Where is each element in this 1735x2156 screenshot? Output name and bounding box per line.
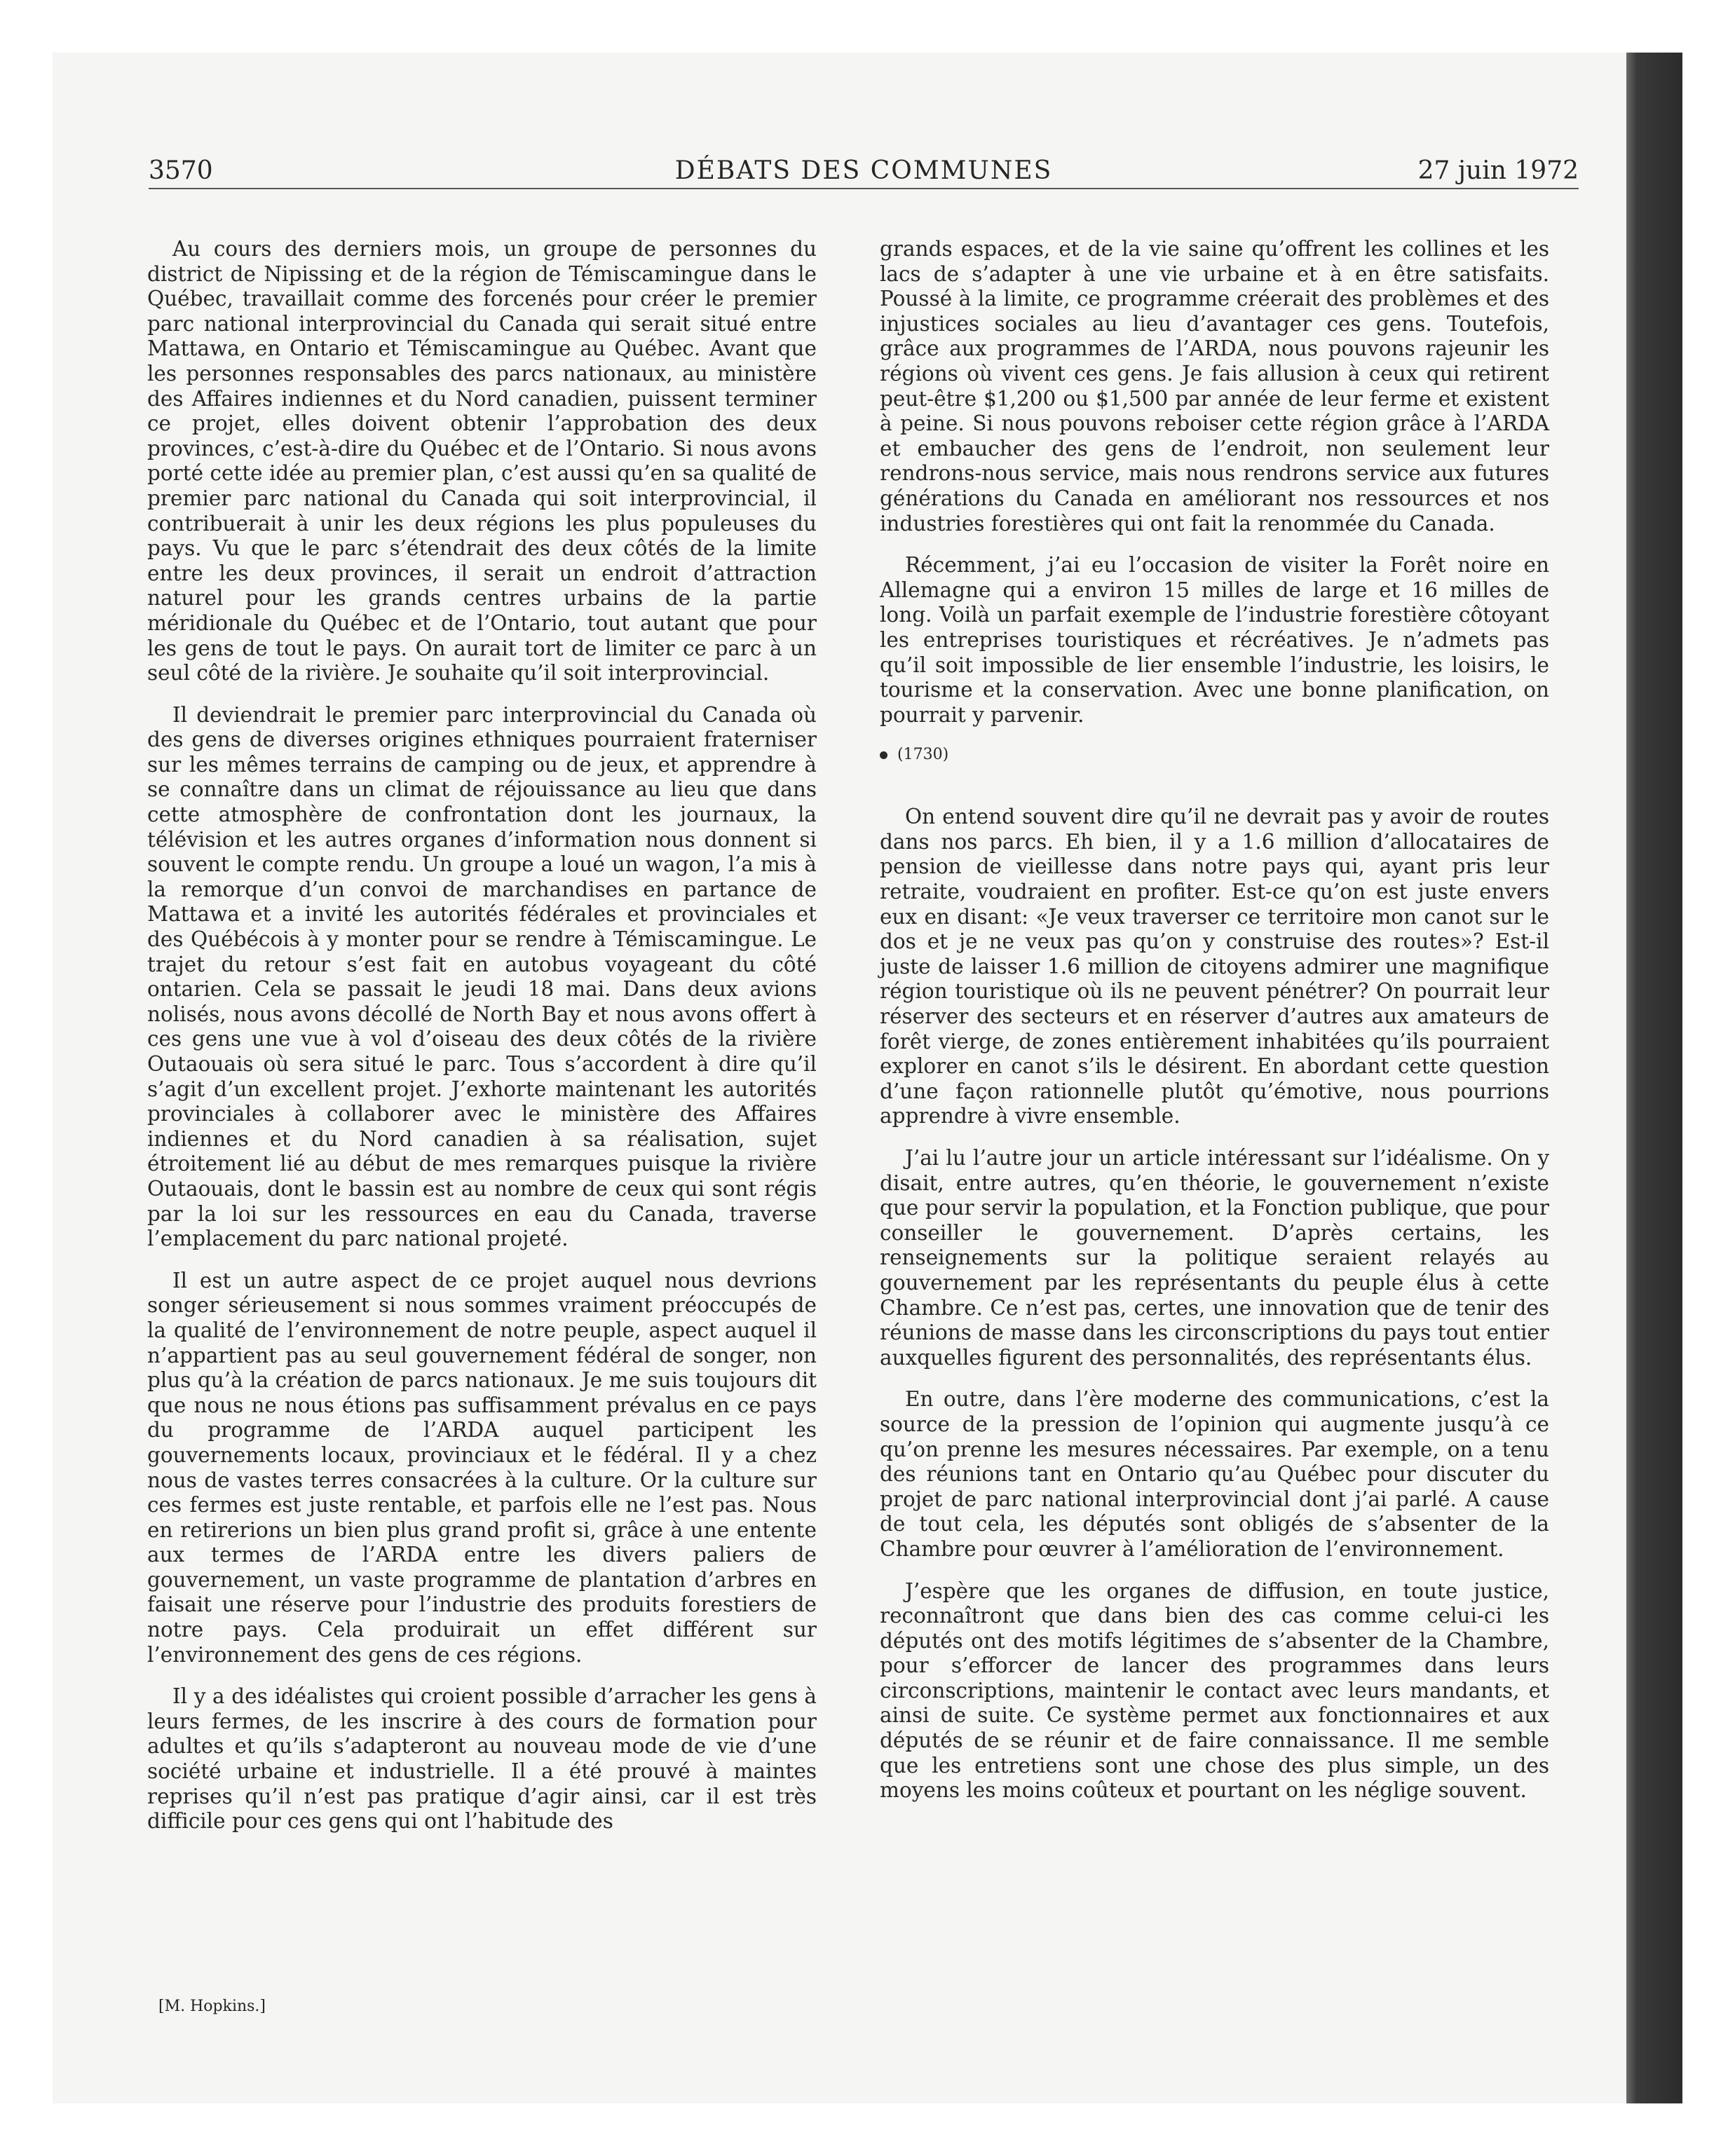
paragraph: Il est un autre aspect de ce projet auquel nous devrions songer sérieusement si nous sommes vraiment préoccupés de la qualité de l’environnement de notre peuple, aspect auquel il n’appartient pas au seul gouvernement fédéral de songer, non plus qu’à la création de parcs nationaux. Je me suis toujours dit que nous ne nous étions pas suffisamment prévalus en ce pays du programme de l’ARDA auquel participent les gouvernements locaux, provinciaux et le fédéral. Il y a chez nous de vastes terres consacrées à la culture. Or la culture sur ces fermes est juste rentable, et parfois elle ne l’est pas. Nous en retirerions un bien plus grand profit si, grâce à une entente aux termes de l’ARDA entre les divers paliers de gouvernement, un vaste programme de plantation d’arbres en faisait une réserve pour l’industrie des produits forestiers de notre pays. Cela produirait un effet différent sur l’environnement des gens de ces régions. (147, 1268, 817, 1667)
paragraph: Il y a des idéalistes qui croient possible d’arracher les gens à leurs fermes, de les inscrire à des cours de formation pour adultes et qu’ils s’adapteront au nouveau mode de vie d’une société urbaine et industrielle. Il a été prouvé à maintes reprises qu’il n’est pas pratique d’agir ainsi, car il est très difficile pour ces gens qui ont l’habitude des (147, 1684, 817, 1834)
right-column (880, 237, 1549, 1820)
paragraph: Au cours des derniers mois, un groupe de personnes du district de Nipissing et de la région de Témiscamingue dans le Québec, travaillait comme des forcenés pour créer le premier parc national interprovincial du Canada qui serait situé entre Mattawa, en Ontario et Témiscamingue au Québec. Avant que les personnes responsables des parcs nationaux, au ministère des Affaires indiennes et du Nord canadien, puissent terminer ce projet, elles doivent obtenir l’approbation des deux provinces, c’est-à-dire du Québec et de l’Ontario. Si nous avons porté cette idée au premier plan, c’est aussi qu’en sa qualité de premier parc national du Canada qui soit interprovincial, il contribuerait à unir les deux régions les plus populeuses du pays. Vu que le parc s’étendrait des deux côtés de la limite entre les deux provinces, il serait un endroit d’attraction naturel pour les grands centres urbains de la partie méridionale du Québec et de l’Ontario, tout autant que pour les gens de tout le pays. On aurait tort de limiter ce parc à un seul côté de la rivière. Je souhaite qu’il soit interprovincial. (147, 237, 817, 685)
speaker-tag: [M. Hopkins.] (158, 1998, 266, 2015)
paragraph: Il deviendrait le premier parc interprovincial du Canada où des gens de diverses origines ethniques pourraient fraterniser sur les mêmes terrains de camping ou de jeux, et apprendre à se connaître dans un climat de réjouissance au lieu que dans cette atmosphère de confrontation dont les journaux, la télévision et les autres organes d’information nous donnent si souvent le compte rendu. Un groupe a loué un wagon, l’a mis à la remorque d’un convoi de marchandises en partance de Mattawa et a invité les autorités fédérales et provinciales et des Québécois à y monter pour se rendre à Témiscamingue. Le trajet du retour s’est fait en autobus voyageant du côté ontarien. Cela se passait le jeudi 18 mai. Dans deux avions nolisés, nous avons décollé de North Bay et nous avons offert à ces gens une vue à vol d’oiseau des deux côtés de la rivière Outaouais où sera situé le parc. Tous s’accordent à dire qu’il s’agit d’un excellent projet. J’exhorte maintenant les autorités provinciales à collaborer avec le ministère des Affaires indiennes et du Nord canadien à sa réalisation, sujet étroitement lié au début de mes remarques puisque la rivière Outaouais, dont le bassin est au nombre de ceux qui sont régis par la loi sur les ressources en eau du Canada, traverse l’emplacement du parc national projeté. (147, 702, 817, 1251)
running-header (149, 146, 1579, 189)
paragraph: En outre, dans l’ère moderne des communications, c’est la source de la pression de l’opinion qui augmente jusqu’à ce qu’on prenne les mesures nécessaires. Par exemple, on a tenu des réunions tant en Ontario qu’au Québec pour discuter du projet de parc national interprovincial dont j’ai parlé. A cause de tout cela, les députés sont obligés de s’absenter de la Chambre pour œuvrer à l’amélioration de l’environnement. (880, 1387, 1549, 1561)
issue-date: 27 juin 1972 (1417, 156, 1579, 185)
page-number: 3570 (149, 156, 213, 185)
paragraph: On entend souvent dire qu’il ne devrait pas y avoir de routes dans nos parcs. Eh bien, il y a 1.6 million d’allocataires de pension de vieillesse dans notre pays qui, ayant pris leur retraite, voudraient en profiter. Est-ce qu’on est juste envers eux en disant: «Je veux traverser ce territoire mon canot sur le dos et je ne veux pas qu’on y construise des routes»? Est-il juste de laisser 1.6 million de citoyens admirer une magnifique région touristique où ils ne peuvent pénétrer? On pourrait leur réserver des secteurs et en réserver d’autres aux amateurs de forêt vierge, de zones entièrement inhabitées qu’ils pourraient explorer en canot s’ils le désirent. En abordant cette question d’une façon rationnelle plutôt qu’émotive, nous pourrions apprendre à vivre ensemble. (880, 805, 1549, 1128)
paragraph: Récemment, j’ai eu l’occasion de visiter la Forêt noire en Allemagne qui a environ 15 milles de large et 16 milles de long. Voilà un parfait exemple de l’industrie forestière côtoyant les entreprises touristiques et récréatives. Je n’admets pas qu’il soit impossible de lier ensemble l’industrie, les loisirs, le tourisme et la conservation. Avec une bonne planification, on pourrait y parvenir. (880, 553, 1549, 727)
timestamp-marker (880, 744, 1549, 765)
left-column (147, 237, 817, 1851)
paragraph: J’ai lu l’autre jour un article intéressant sur l’idéalisme. On y disait, entre autres, qu’en théorie, le gouvernement n’existe que pour servir la population, et la Fonction publique, que pour conseiller le gouvernement. D’après certains, les renseignements sur la politique seraient relayés au gouvernement par les représentants du peuple élus à cette Chambre. Ce n’est pas, certes, une innovation que de tenir des réunions de masse dans les circonscriptions du pays tout entier auxquelles figurent des personnalités, des représentants élus. (880, 1146, 1549, 1370)
scan-edge-shadow (1626, 53, 1682, 2103)
timestamp: (1730) (897, 746, 949, 764)
paragraph: J’espère que les organes de diffusion, en toute justice, reconnaîtront que dans bien des cas comme celui-ci les députés ont des motifs légitimes de s’absenter de la Chambre, pour s’efforcer de lancer des programmes dans leurs circonscriptions, maintenir le contact avec leurs mandants, et ainsi de suite. Ce système permet aux fonctionnaires et aux députés de se réunir et de faire connaissance. Il me semble que les entretiens sont une chose des plus simple, un des moyens les moins coûteux et pourtant on les néglige souvent. (880, 1578, 1549, 1803)
paragraph: grands espaces, et de la vie saine qu’offrent les collines et les lacs de s’adapter à une vie urbaine et à en être satisfaits. Poussé à la limite, ce programme créerait des problèmes et des injustices sociales au lieu d’avantager ces gens. Toutefois, grâce aux programmes de l’ARDA, nous pouvons rajeunir les régions où vivent ces gens. Je fais allusion à ceux qui retirent peut-être $1,200 ou $1,500 par année de leur ferme et existent à peine. Si nous pouvons reboiser cette région grâce à l’ARDA et embaucher des gens de l’endroit, non seulement leur rendrons-nous service, mais nous rendrons service aux futures générations du Canada en améliorant nos ressources et nos industries forestières qui ont fait la renommée du Canada. (880, 237, 1549, 535)
journal-title: DÉBATS DES COMMUNES (674, 156, 1053, 185)
bullet-icon (880, 751, 887, 759)
